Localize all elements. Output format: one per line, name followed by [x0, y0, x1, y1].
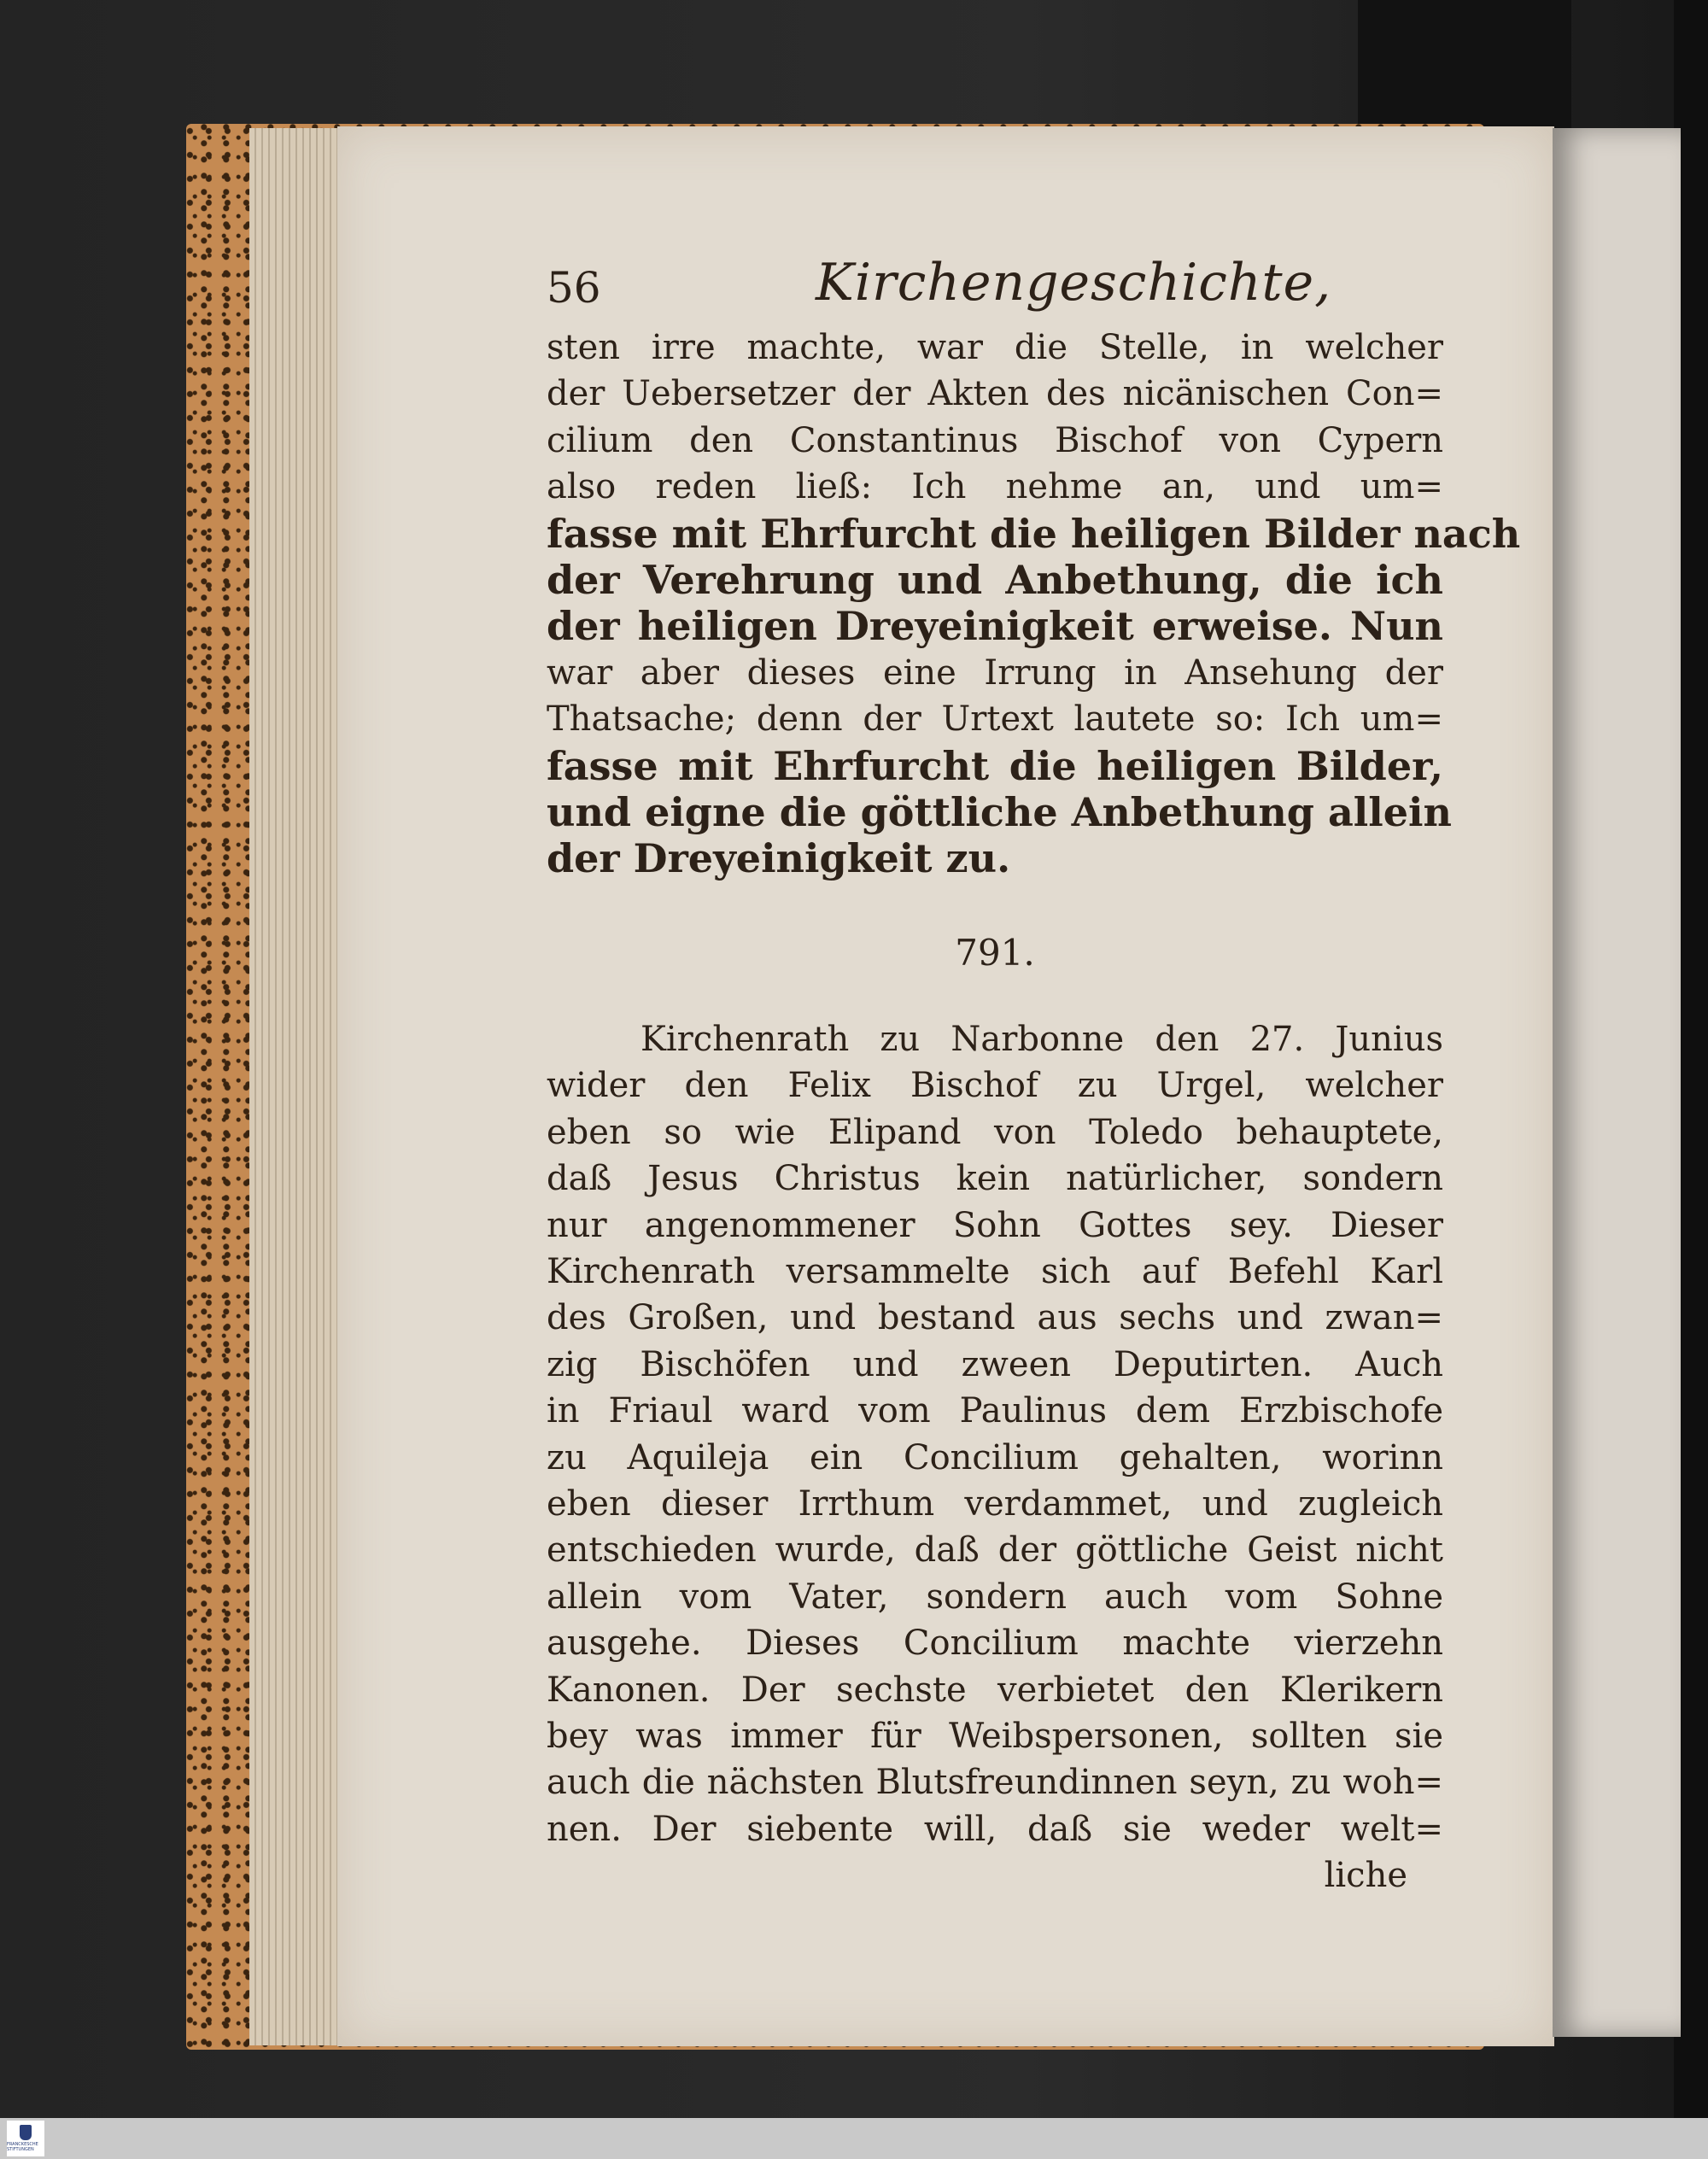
- text-line: des Großen, und bestand aus sechs und zwan=: [547, 1298, 1443, 1338]
- text-line: eben dieser Irrthum verdammet, und zugleich: [547, 1483, 1443, 1524]
- text-line: wider den Felix Bischof zu Urgel, welcher: [547, 1066, 1443, 1106]
- text-line: entschieden wurde, daß der göttliche Geist nicht: [547, 1530, 1443, 1571]
- text-line: nur angenommener Sohn Gottes sey. Dieser: [547, 1205, 1443, 1245]
- paragraph-main: [547, 1016, 1443, 1852]
- catchword: liche: [1324, 1856, 1407, 1896]
- text-line: zig Bischöfen und zween Deputirten. Auch: [547, 1344, 1443, 1384]
- text-line: Kanonen. Der sechste verbietet den Klerikern: [547, 1670, 1443, 1710]
- text-line: in Friaul ward vom Paulinus dem Erzbischofe: [547, 1391, 1443, 1431]
- library-logo-text: FRANCKESCHE STIFTUNGEN: [7, 2142, 38, 2152]
- section-number: 791.: [955, 931, 1035, 974]
- text-line: also reden ließ: Ich nehme an, und um=: [547, 467, 1443, 507]
- text-line: cilium den Constantinus Bischof von Cypern: [547, 420, 1443, 460]
- library-logo-icon: [20, 2125, 32, 2140]
- text-line: fasse mit Ehrfurcht die heiligen Bilder nach: [547, 510, 1521, 557]
- text-line: daß Jesus Christus kein natürlicher, sondern: [547, 1159, 1443, 1199]
- text-line: auch die nächsten Blutsfreundinnen seyn, zu woh=: [547, 1763, 1443, 1803]
- text-line: sten irre machte, war die Stelle, in welcher: [547, 328, 1443, 367]
- text-line: fasse mit Ehrfurcht die heiligen Bilder,: [547, 742, 1443, 789]
- text-line: Kirchenrath zu Narbonne den 27. Junius: [640, 1019, 1443, 1059]
- text-line: zu Aquileja ein Concilium gehalten, worinn: [547, 1437, 1443, 1477]
- text-line: und eigne die göttliche Anbethung allein: [547, 789, 1452, 836]
- text-line: Thatsache; denn der Urtext lautete so: Ich um=: [547, 699, 1443, 740]
- text-line: der Uebersetzer der Akten des nicänischen Con=: [547, 374, 1443, 414]
- text-line: war aber dieses eine Irrung in Ansehung der: [547, 652, 1443, 693]
- text-line: ausgehe. Dieses Concilium machte vierzehn: [547, 1624, 1443, 1664]
- text-line: nen. Der siebente will, daß sie weder welt=: [547, 1809, 1443, 1849]
- library-logo: [7, 2121, 44, 2156]
- text-line: Kirchenrath versammelte sich auf Befehl Karl: [547, 1251, 1443, 1291]
- text-line: bey was immer für Weibspersonen, sollten sie: [547, 1716, 1443, 1756]
- running-title: Kirchengeschichte,: [816, 253, 1332, 313]
- text-line: der Dreyeinigkeit zu.: [547, 835, 1011, 882]
- text-line: der Verehrung und Anbethung, die ich: [547, 557, 1443, 604]
- text-line: der heiligen Dreyeinigkeit erweise. Nun: [547, 603, 1443, 650]
- text-line: eben so wie Elipand von Toledo behauptete,: [547, 1112, 1443, 1152]
- page-number: 56: [547, 263, 601, 313]
- paragraph-intro: [547, 325, 1521, 882]
- running-head: [547, 248, 1443, 325]
- viewer-footer-bar: [0, 2118, 1708, 2159]
- facing-page: [1553, 128, 1681, 2037]
- page-text: [547, 248, 1521, 1899]
- text-line: allein vom Vater, sondern auch vom Sohne: [547, 1577, 1443, 1617]
